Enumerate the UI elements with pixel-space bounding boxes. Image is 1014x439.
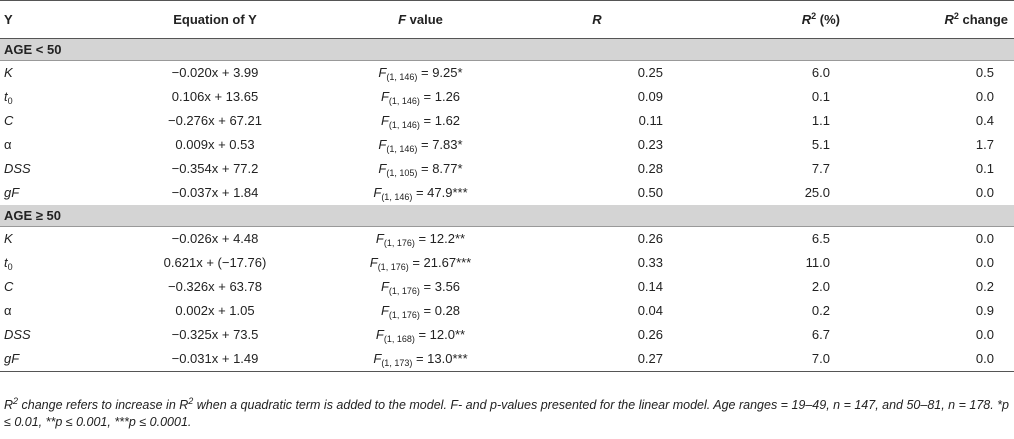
- r2-symbol: R: [801, 11, 812, 27]
- cell-equation: −0.020x + 3.99: [171, 65, 259, 80]
- table-row: [0, 157, 1014, 181]
- f-statistic: = 8.77*: [417, 161, 463, 176]
- y-variable: α: [4, 137, 12, 152]
- cell-r2-change: 0.0: [842, 347, 1014, 372]
- cell-r2: 6.5: [811, 231, 830, 246]
- cell-equation: 0.002x + 1.05: [175, 303, 255, 318]
- cell-f-value: [312, 347, 529, 372]
- table-footnote: [4, 397, 1009, 431]
- f-statistic: = 1.26: [419, 89, 461, 104]
- f-df-subscript: (1, 146): [388, 96, 420, 106]
- y-subscript: 0: [7, 262, 13, 272]
- table-row: [0, 85, 1014, 109]
- cell-f-value: [312, 157, 529, 181]
- f-df-subscript: (1, 168): [383, 334, 415, 344]
- cell-r2-change: 0.0: [975, 327, 994, 342]
- f-df-subscript: (1, 146): [386, 72, 418, 82]
- cell-r: 0.50: [637, 185, 663, 200]
- cell-r2: 6.7: [811, 327, 830, 342]
- f-symbol: F: [380, 113, 389, 128]
- footnote-sup-2: 2: [188, 396, 194, 406]
- footnote-text-1: change refers to increase in R: [18, 398, 189, 412]
- col-header-r2: [665, 1, 842, 39]
- f-statistic: = 3.56: [419, 279, 461, 294]
- cell-y: [0, 347, 118, 372]
- f-df-subscript: (1, 105): [386, 168, 418, 178]
- y-variable: DSS: [4, 161, 31, 176]
- table-body: [0, 39, 1014, 372]
- cell-r2-change: 0.4: [975, 113, 994, 128]
- f-statistic: = 0.28: [419, 303, 461, 318]
- f-symbol: F: [380, 303, 389, 318]
- cell-f-value: [312, 299, 529, 323]
- cell-r: 0.11: [638, 113, 663, 128]
- y-variable: t: [4, 255, 8, 270]
- section-header-row: [0, 39, 1014, 61]
- f-df-subscript: (1, 173): [381, 358, 413, 368]
- table-row: [0, 323, 1014, 347]
- cell-r2: 1.1: [811, 113, 830, 128]
- cell-equation: 0.621x + (−17.76): [163, 255, 267, 270]
- cell-r: 0.14: [637, 279, 663, 294]
- cell-r: 0.23: [637, 137, 663, 152]
- col-header-r: [529, 1, 665, 39]
- cell-equation: −0.031x + 1.49: [118, 347, 312, 372]
- table-row: [0, 61, 1014, 86]
- cell-r2-change: 0.1: [975, 161, 994, 176]
- cell-equation: −0.354x + 77.2: [171, 161, 259, 176]
- y-variable: C: [4, 279, 14, 294]
- table-row: [0, 251, 1014, 275]
- cell-equation: 0.009x + 0.53: [175, 137, 255, 152]
- cell-f-value: [312, 181, 529, 205]
- f-statistic: = 9.25*: [417, 65, 463, 80]
- cell-r2: 6.0: [811, 65, 830, 80]
- y-variable: K: [4, 65, 13, 80]
- cell-y: [0, 299, 118, 323]
- cell-y: [0, 323, 118, 347]
- footnote-r: R: [4, 398, 14, 412]
- f-df-subscript: (1, 176): [388, 286, 420, 296]
- f-symbol: F: [378, 65, 387, 80]
- r2-superscript: 2: [811, 10, 817, 21]
- cell-r2: 5.1: [811, 137, 830, 152]
- cell-f-value: [312, 133, 529, 157]
- cell-equation: −0.026x + 4.48: [171, 231, 259, 246]
- cell-f-value: [312, 251, 529, 275]
- f-df-subscript: (1, 146): [386, 144, 418, 154]
- r2c-superscript: 2: [953, 10, 959, 21]
- r2-header-rest: (%): [816, 11, 840, 27]
- f-statistic: = 7.83*: [417, 137, 463, 152]
- f-statistic: = 13.0***: [412, 351, 468, 366]
- cell-r2-change: 0.0: [975, 89, 994, 104]
- cell-r: 0.33: [637, 255, 663, 270]
- cell-equation: −0.326x + 63.78: [168, 279, 262, 294]
- table-row: [0, 181, 1014, 205]
- cell-r2: 7.0: [665, 347, 842, 372]
- cell-equation: −0.325x + 73.5: [171, 327, 259, 342]
- cell-r2-change: 0.5: [975, 65, 994, 80]
- cell-y: [0, 227, 118, 252]
- table-row: [0, 133, 1014, 157]
- f-symbol: F: [373, 185, 382, 200]
- table-row: [0, 275, 1014, 299]
- cell-f-value: [312, 227, 529, 252]
- cell-y: [0, 85, 118, 109]
- r-symbol: R: [592, 11, 602, 27]
- f-df-subscript: (1, 176): [383, 238, 415, 248]
- f-symbol: F: [373, 351, 382, 366]
- y-subscript: 0: [7, 96, 13, 106]
- cell-f-value: [312, 109, 529, 133]
- cell-r2: 0.2: [811, 303, 830, 318]
- col-header-y: Y: [0, 1, 118, 39]
- f-symbol: F: [380, 279, 389, 294]
- cell-y: [0, 251, 118, 275]
- cell-equation: 0.106x + 13.65: [171, 89, 259, 104]
- cell-y: [0, 181, 118, 205]
- cell-r: 0.04: [637, 303, 663, 318]
- f-statistic: = 12.2**: [414, 231, 466, 246]
- f-statistic: = 47.9***: [412, 185, 468, 200]
- f-df-subscript: (1, 176): [388, 310, 420, 320]
- y-variable: K: [4, 231, 13, 246]
- col-header-r2-change: [842, 1, 1014, 39]
- f-statistic: = 1.62: [419, 113, 461, 128]
- cell-y: [0, 157, 118, 181]
- y-variable: gF: [4, 351, 20, 366]
- f-symbol: F: [378, 161, 387, 176]
- cell-f-value: [312, 61, 529, 86]
- f-symbol: F: [380, 89, 389, 104]
- cell-r2: 11.0: [805, 255, 830, 270]
- f-statistic: = 12.0**: [414, 327, 466, 342]
- cell-r2-change: 1.7: [975, 137, 994, 152]
- f-symbol: F: [375, 327, 384, 342]
- section-header-row: [0, 205, 1014, 227]
- f-symbol: F: [369, 255, 378, 270]
- f-symbol: F: [398, 11, 407, 27]
- table-row: [0, 227, 1014, 252]
- y-variable: DSS: [4, 327, 31, 342]
- f-statistic: = 21.67***: [408, 255, 472, 270]
- cell-y: [0, 133, 118, 157]
- cell-y: [0, 61, 118, 86]
- cell-r2: 0.1: [811, 89, 830, 104]
- cell-equation: −0.276x + 67.21: [168, 113, 262, 128]
- cell-r2: 7.7: [811, 161, 830, 176]
- section-label: AGE ≥ 50: [0, 205, 1014, 227]
- cell-r2-change: 0.0: [975, 255, 994, 270]
- cell-f-value: [312, 85, 529, 109]
- f-header-rest: value: [406, 11, 443, 27]
- r2c-symbol: R: [944, 11, 954, 27]
- y-variable: α: [4, 303, 12, 318]
- cell-r2: 2.0: [811, 279, 830, 294]
- cell-r: 0.26: [637, 327, 663, 342]
- col-header-equation: Equation of Y: [118, 1, 312, 39]
- table-row: [0, 299, 1014, 323]
- cell-r2-change: 0.2: [975, 279, 994, 294]
- cell-r2-change: 0.0: [975, 185, 994, 200]
- table-row: [0, 109, 1014, 133]
- f-df-subscript: (1, 176): [377, 262, 409, 272]
- section-label: AGE < 50: [0, 39, 1014, 61]
- table-row: [0, 347, 1014, 372]
- f-symbol: F: [375, 231, 384, 246]
- cell-r2: 25.0: [804, 185, 830, 200]
- cell-r: 0.28: [637, 161, 663, 176]
- cell-r2-change: 0.0: [975, 231, 994, 246]
- cell-r: 0.25: [637, 65, 663, 80]
- cell-equation: −0.037x + 1.84: [171, 185, 259, 200]
- r2c-header-rest: change: [958, 11, 1008, 27]
- f-df-subscript: (1, 146): [381, 192, 413, 202]
- cell-r2-change: 0.9: [975, 303, 994, 318]
- cell-r: 0.09: [637, 89, 663, 104]
- cell-f-value: [312, 323, 529, 347]
- footnote-sup-1: 2: [13, 396, 19, 406]
- cell-f-value: [312, 275, 529, 299]
- y-variable: C: [4, 113, 14, 128]
- cell-y: [0, 275, 118, 299]
- cell-y: [0, 109, 118, 133]
- f-symbol: F: [378, 137, 387, 152]
- y-variable: t: [4, 89, 8, 104]
- f-df-subscript: (1, 146): [388, 120, 420, 130]
- table-header: [0, 1, 1014, 39]
- footnote-text-2: when a quadratic term is added to the model. F- and p-values presented for the linear model. Age ranges = 19–49, n = 147, and 50–81, n = 178. *p ≤ 0.01, **p ≤ 0.001, ***p ≤ 0.0001.: [4, 398, 1009, 429]
- cell-r: 0.27: [529, 347, 665, 372]
- cell-r: 0.26: [637, 231, 663, 246]
- col-header-f-value: [312, 1, 529, 39]
- y-variable: gF: [4, 185, 20, 200]
